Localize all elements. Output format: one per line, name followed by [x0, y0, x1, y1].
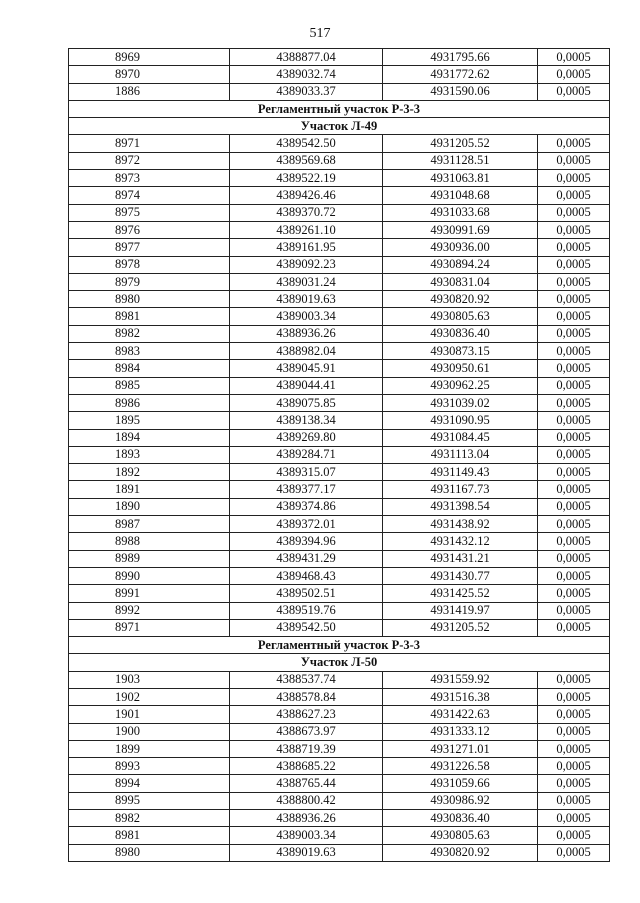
table-row [69, 273, 610, 290]
y-coordinate-cell: 4930873.15 [383, 343, 538, 360]
value-cell: 0,0005 [538, 360, 610, 377]
table-row [69, 498, 610, 515]
x-coordinate-cell: 4388982.04 [230, 343, 383, 360]
table-row [69, 671, 610, 688]
value-cell: 0,0005 [538, 221, 610, 238]
value-cell: 0,0005 [538, 775, 610, 792]
point-number-cell: 8981 [69, 308, 230, 325]
y-coordinate-cell: 4930820.92 [383, 291, 538, 308]
y-coordinate-cell: 4930836.40 [383, 325, 538, 342]
y-coordinate-cell: 4930805.63 [383, 308, 538, 325]
value-cell: 0,0005 [538, 498, 610, 515]
x-coordinate-cell: 4389372.01 [230, 516, 383, 533]
section-title: Участок Л-50 [69, 654, 610, 671]
y-coordinate-cell: 4931167.73 [383, 481, 538, 498]
section-header-row [69, 100, 610, 117]
table-row [69, 325, 610, 342]
point-number-cell: 8973 [69, 170, 230, 187]
section-header-row [69, 654, 610, 671]
value-cell: 0,0005 [538, 446, 610, 463]
value-cell: 0,0005 [538, 394, 610, 411]
point-number-cell: 8972 [69, 152, 230, 169]
point-number-cell: 8984 [69, 360, 230, 377]
y-coordinate-cell: 4931398.54 [383, 498, 538, 515]
point-number-cell: 8982 [69, 810, 230, 827]
value-cell: 0,0005 [538, 723, 610, 740]
table-row [69, 152, 610, 169]
x-coordinate-cell: 4389075.85 [230, 394, 383, 411]
y-coordinate-cell: 4930831.04 [383, 273, 538, 290]
y-coordinate-cell: 4930962.25 [383, 377, 538, 394]
section-header-row [69, 118, 610, 135]
x-coordinate-cell: 4389502.51 [230, 585, 383, 602]
value-cell: 0,0005 [538, 585, 610, 602]
x-coordinate-cell: 4389522.19 [230, 170, 383, 187]
y-coordinate-cell: 4931128.51 [383, 152, 538, 169]
value-cell: 0,0005 [538, 187, 610, 204]
point-number-cell: 1900 [69, 723, 230, 740]
x-coordinate-cell: 4388936.26 [230, 325, 383, 342]
table-row [69, 567, 610, 584]
value-cell: 0,0005 [538, 239, 610, 256]
point-number-cell: 8981 [69, 827, 230, 844]
table-row [69, 464, 610, 481]
value-cell: 0,0005 [538, 550, 610, 567]
x-coordinate-cell: 4389031.24 [230, 273, 383, 290]
point-number-cell: 8980 [69, 844, 230, 861]
value-cell: 0,0005 [538, 827, 610, 844]
y-coordinate-cell: 4931063.81 [383, 170, 538, 187]
value-cell: 0,0005 [538, 792, 610, 809]
value-cell: 0,0005 [538, 758, 610, 775]
y-coordinate-cell: 4931438.92 [383, 516, 538, 533]
value-cell: 0,0005 [538, 204, 610, 221]
value-cell: 0,0005 [538, 256, 610, 273]
y-coordinate-cell: 4931039.02 [383, 394, 538, 411]
point-number-cell: 8982 [69, 325, 230, 342]
value-cell: 0,0005 [538, 49, 610, 66]
x-coordinate-cell: 4388877.04 [230, 49, 383, 66]
x-coordinate-cell: 4389032.74 [230, 66, 383, 83]
x-coordinate-cell: 4388719.39 [230, 740, 383, 757]
table-row [69, 516, 610, 533]
y-coordinate-cell: 4931113.04 [383, 446, 538, 463]
value-cell: 0,0005 [538, 567, 610, 584]
x-coordinate-cell: 4389426.46 [230, 187, 383, 204]
value-cell: 0,0005 [538, 273, 610, 290]
x-coordinate-cell: 4389542.50 [230, 135, 383, 152]
point-number-cell: 8988 [69, 533, 230, 550]
table-row [69, 343, 610, 360]
y-coordinate-cell: 4931431.21 [383, 550, 538, 567]
table-row [69, 619, 610, 636]
x-coordinate-cell: 4388537.74 [230, 671, 383, 688]
x-coordinate-cell: 4389370.72 [230, 204, 383, 221]
value-cell: 0,0005 [538, 671, 610, 688]
point-number-cell: 1893 [69, 446, 230, 463]
y-coordinate-cell: 4931205.52 [383, 619, 538, 636]
section-title: Участок Л-49 [69, 118, 610, 135]
x-coordinate-cell: 4389138.34 [230, 412, 383, 429]
x-coordinate-cell: 4389569.68 [230, 152, 383, 169]
point-number-cell: 1899 [69, 740, 230, 757]
point-number-cell: 1901 [69, 706, 230, 723]
value-cell: 0,0005 [538, 377, 610, 394]
point-number-cell: 8975 [69, 204, 230, 221]
value-cell: 0,0005 [538, 740, 610, 757]
x-coordinate-cell: 4389374.86 [230, 498, 383, 515]
value-cell: 0,0005 [538, 464, 610, 481]
y-coordinate-cell: 4931559.92 [383, 671, 538, 688]
y-coordinate-cell: 4931432.12 [383, 533, 538, 550]
table-row [69, 412, 610, 429]
table-row [69, 394, 610, 411]
value-cell: 0,0005 [538, 481, 610, 498]
table-row [69, 723, 610, 740]
value-cell: 0,0005 [538, 810, 610, 827]
x-coordinate-cell: 4389269.80 [230, 429, 383, 446]
y-coordinate-cell: 4931048.68 [383, 187, 538, 204]
table-row [69, 135, 610, 152]
x-coordinate-cell: 4389019.63 [230, 844, 383, 861]
x-coordinate-cell: 4389003.34 [230, 827, 383, 844]
point-number-cell: 1895 [69, 412, 230, 429]
x-coordinate-cell: 4389542.50 [230, 619, 383, 636]
y-coordinate-cell: 4931033.68 [383, 204, 538, 221]
table-row [69, 256, 610, 273]
table-row [69, 533, 610, 550]
value-cell: 0,0005 [538, 135, 610, 152]
point-number-cell: 1886 [69, 83, 230, 100]
y-coordinate-cell: 4931425.52 [383, 585, 538, 602]
x-coordinate-cell: 4389431.29 [230, 550, 383, 567]
section-title: Регламентный участок Р-3-3 [69, 100, 610, 117]
value-cell: 0,0005 [538, 152, 610, 169]
y-coordinate-cell: 4931059.66 [383, 775, 538, 792]
x-coordinate-cell: 4389161.95 [230, 239, 383, 256]
table-row [69, 740, 610, 757]
y-coordinate-cell: 4930894.24 [383, 256, 538, 273]
table-row [69, 827, 610, 844]
x-coordinate-cell: 4388673.97 [230, 723, 383, 740]
x-coordinate-cell: 4389045.91 [230, 360, 383, 377]
table-row [69, 688, 610, 705]
value-cell: 0,0005 [538, 343, 610, 360]
x-coordinate-cell: 4388936.26 [230, 810, 383, 827]
point-number-cell: 8976 [69, 221, 230, 238]
section-header-row [69, 637, 610, 654]
table-row [69, 221, 610, 238]
x-coordinate-cell: 4389519.76 [230, 602, 383, 619]
table-row [69, 446, 610, 463]
page-number: 517 [309, 26, 331, 41]
table-row [69, 550, 610, 567]
point-number-cell: 8970 [69, 66, 230, 83]
value-cell: 0,0005 [538, 325, 610, 342]
y-coordinate-cell: 4931419.97 [383, 602, 538, 619]
x-coordinate-cell: 4389261.10 [230, 221, 383, 238]
table-row [69, 170, 610, 187]
coordinates-table [68, 48, 610, 862]
y-coordinate-cell: 4931271.01 [383, 740, 538, 757]
table-row [69, 83, 610, 100]
y-coordinate-cell: 4931333.12 [383, 723, 538, 740]
table-row [69, 66, 610, 83]
point-number-cell: 8994 [69, 775, 230, 792]
value-cell: 0,0005 [538, 619, 610, 636]
y-coordinate-cell: 4931795.66 [383, 49, 538, 66]
x-coordinate-cell: 4388627.23 [230, 706, 383, 723]
point-number-cell: 1894 [69, 429, 230, 446]
point-number-cell: 1890 [69, 498, 230, 515]
y-coordinate-cell: 4930836.40 [383, 810, 538, 827]
y-coordinate-cell: 4931590.06 [383, 83, 538, 100]
table-row [69, 585, 610, 602]
point-number-cell: 1891 [69, 481, 230, 498]
point-number-cell: 8993 [69, 758, 230, 775]
point-number-cell: 8983 [69, 343, 230, 360]
y-coordinate-cell: 4930986.92 [383, 792, 538, 809]
y-coordinate-cell: 4931149.43 [383, 464, 538, 481]
point-number-cell: 8977 [69, 239, 230, 256]
table-row [69, 775, 610, 792]
point-number-cell: 1903 [69, 671, 230, 688]
value-cell: 0,0005 [538, 429, 610, 446]
x-coordinate-cell: 4389019.63 [230, 291, 383, 308]
table-row [69, 187, 610, 204]
x-coordinate-cell: 4388765.44 [230, 775, 383, 792]
table-row [69, 481, 610, 498]
table-row [69, 602, 610, 619]
y-coordinate-cell: 4930805.63 [383, 827, 538, 844]
table-row [69, 429, 610, 446]
value-cell: 0,0005 [538, 533, 610, 550]
table-row [69, 792, 610, 809]
section-title: Регламентный участок Р-3-3 [69, 637, 610, 654]
value-cell: 0,0005 [538, 66, 610, 83]
table-row [69, 49, 610, 66]
x-coordinate-cell: 4389044.41 [230, 377, 383, 394]
x-coordinate-cell: 4389315.07 [230, 464, 383, 481]
point-number-cell: 8971 [69, 619, 230, 636]
point-number-cell: 8969 [69, 49, 230, 66]
y-coordinate-cell: 4931226.58 [383, 758, 538, 775]
table-row [69, 377, 610, 394]
value-cell: 0,0005 [538, 602, 610, 619]
value-cell: 0,0005 [538, 688, 610, 705]
y-coordinate-cell: 4930950.61 [383, 360, 538, 377]
value-cell: 0,0005 [538, 412, 610, 429]
point-number-cell: 8989 [69, 550, 230, 567]
y-coordinate-cell: 4930820.92 [383, 844, 538, 861]
x-coordinate-cell: 4389468.43 [230, 567, 383, 584]
y-coordinate-cell: 4931084.45 [383, 429, 538, 446]
point-number-cell: 8974 [69, 187, 230, 204]
value-cell: 0,0005 [538, 516, 610, 533]
value-cell: 0,0005 [538, 83, 610, 100]
point-number-cell: 1902 [69, 688, 230, 705]
y-coordinate-cell: 4931516.38 [383, 688, 538, 705]
y-coordinate-cell: 4931090.95 [383, 412, 538, 429]
point-number-cell: 8978 [69, 256, 230, 273]
point-number-cell: 8971 [69, 135, 230, 152]
y-coordinate-cell: 4930936.00 [383, 239, 538, 256]
x-coordinate-cell: 4389003.34 [230, 308, 383, 325]
value-cell: 0,0005 [538, 308, 610, 325]
point-number-cell: 8987 [69, 516, 230, 533]
value-cell: 0,0005 [538, 706, 610, 723]
x-coordinate-cell: 4388578.84 [230, 688, 383, 705]
y-coordinate-cell: 4930991.69 [383, 221, 538, 238]
y-coordinate-cell: 4931205.52 [383, 135, 538, 152]
value-cell: 0,0005 [538, 291, 610, 308]
value-cell: 0,0005 [538, 844, 610, 861]
table-row [69, 239, 610, 256]
x-coordinate-cell: 4389377.17 [230, 481, 383, 498]
value-cell: 0,0005 [538, 170, 610, 187]
table-row [69, 291, 610, 308]
point-number-cell: 8995 [69, 792, 230, 809]
point-number-cell: 8990 [69, 567, 230, 584]
point-number-cell: 8986 [69, 394, 230, 411]
point-number-cell: 8992 [69, 602, 230, 619]
table-row [69, 308, 610, 325]
point-number-cell: 8991 [69, 585, 230, 602]
x-coordinate-cell: 4389092.23 [230, 256, 383, 273]
x-coordinate-cell: 4389284.71 [230, 446, 383, 463]
table-row [69, 844, 610, 861]
x-coordinate-cell: 4389394.96 [230, 533, 383, 550]
table-row [69, 758, 610, 775]
x-coordinate-cell: 4389033.37 [230, 83, 383, 100]
x-coordinate-cell: 4388685.22 [230, 758, 383, 775]
table-row [69, 810, 610, 827]
y-coordinate-cell: 4931430.77 [383, 567, 538, 584]
table-row [69, 706, 610, 723]
point-number-cell: 8980 [69, 291, 230, 308]
y-coordinate-cell: 4931422.63 [383, 706, 538, 723]
point-number-cell: 1892 [69, 464, 230, 481]
x-coordinate-cell: 4388800.42 [230, 792, 383, 809]
point-number-cell: 8985 [69, 377, 230, 394]
y-coordinate-cell: 4931772.62 [383, 66, 538, 83]
table-row [69, 204, 610, 221]
coordinates-table-body [69, 49, 610, 862]
point-number-cell: 8979 [69, 273, 230, 290]
table-row [69, 360, 610, 377]
